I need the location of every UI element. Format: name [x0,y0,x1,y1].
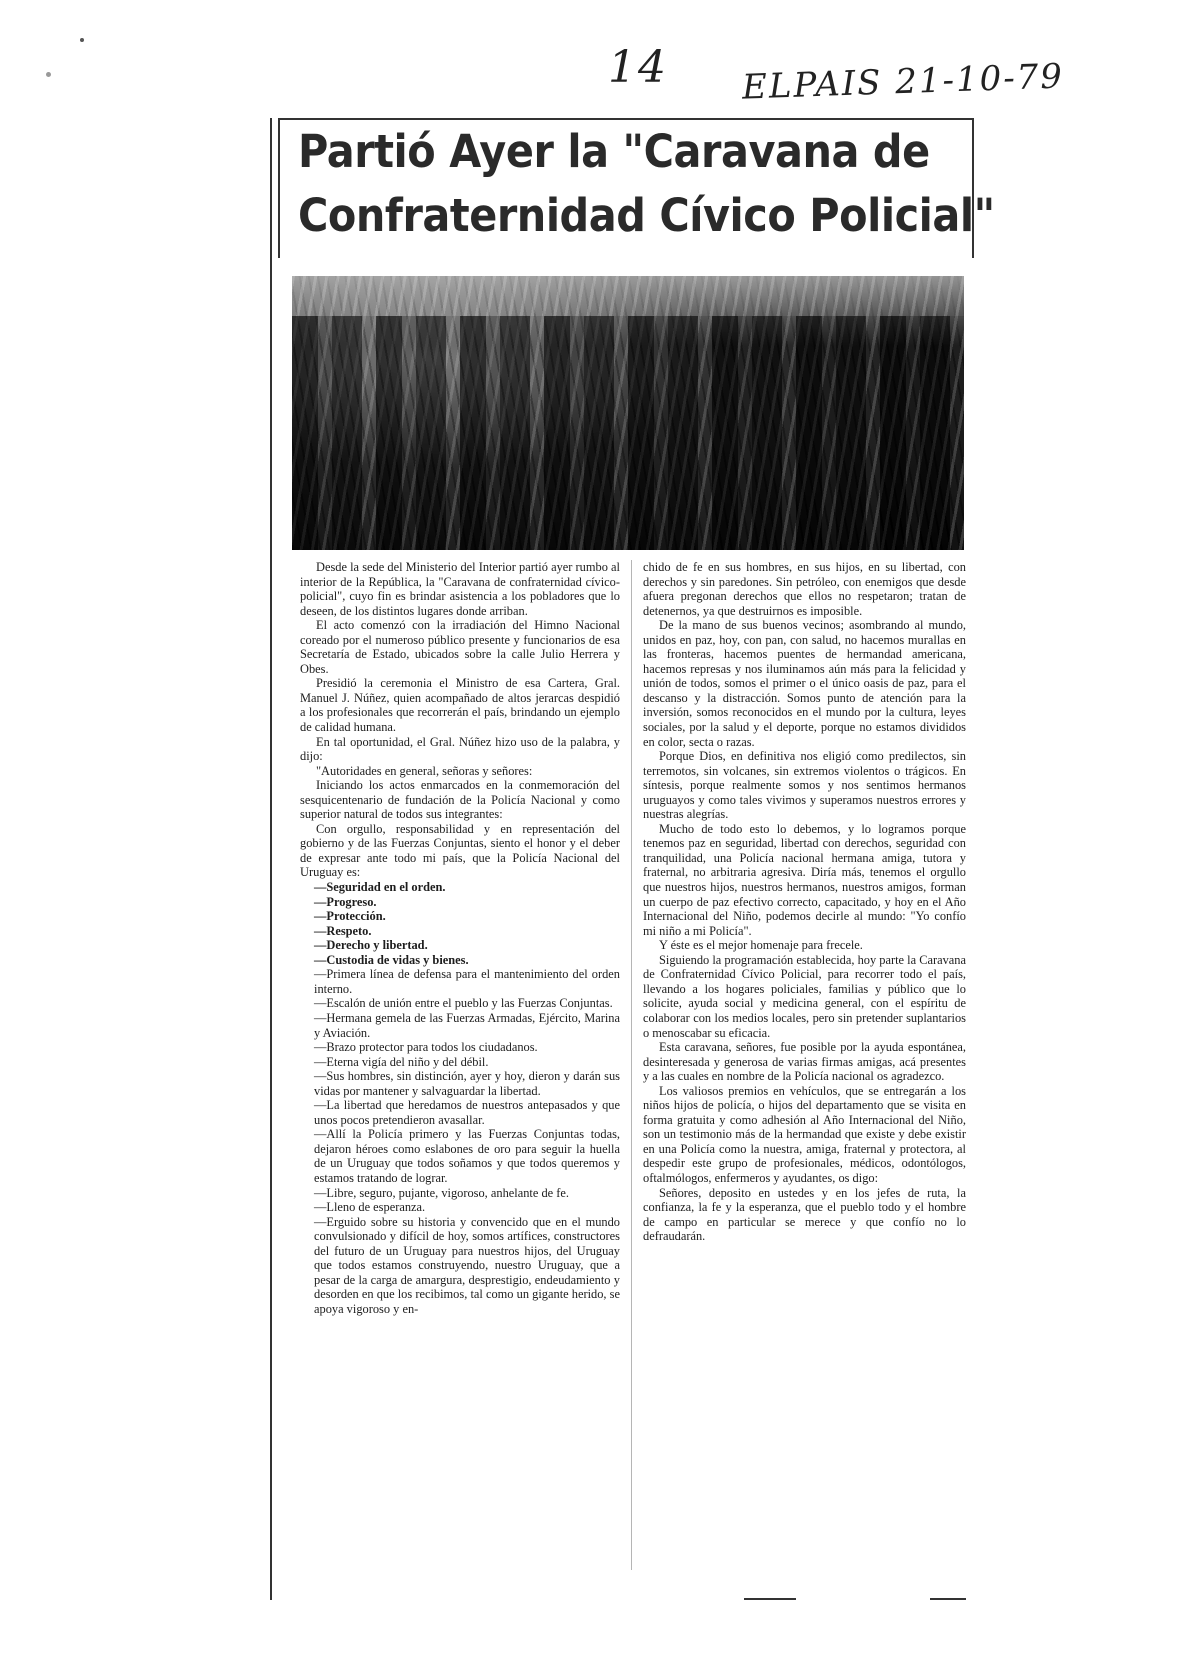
left-paragraph: Desde la sede del Ministerio del Interior partió ayer rumbo al interior de la República, la "Caravana de confraternidad cívico-policial", cuyo fin es brindar asistencia a los pobladores que lo deseen, de los distintos lugares donde arriban. [300,560,620,618]
list-item: —Progreso. [314,894,377,909]
right-paragraph: Esta caravana, señores, fue posible por la ayuda espontánea, desinteresada y generosa de varias firmas amigas, acá presentes y a las cuales en nombre de la Policía nacional os agradezco. [643,1040,966,1084]
right-paragraph: chido de fe en sus hombres, en sus hijos, en su libertad, con derechos y sin paredones. Sin petróleo, con enemigos que desde afuera pregonan derechos que ellos no respetaron; tratan de detenernos, ya que destruirnos es imposible. [643,560,966,618]
list-item: —Eterna vigía del niño y del débil. [314,1054,489,1069]
list-item: —Hermana gemela de las Fuerzas Armadas, Ejército, Marina y Aviación. [314,1010,620,1040]
left-paragraph: Iniciando los actos enmarcados en la conmemoración del sesquicentenario de fundación de la Policía Nacional y como superior natural de todos sus integrantes: [300,778,620,822]
scan-speck [46,72,51,77]
photo-figures [292,316,964,550]
right-paragraph: Y éste es el mejor homenaje para frecele. [659,938,863,953]
right-paragraph: Señores, deposito en ustedes y en los jefes de ruta, la confianza, la fe y la esperanza, que el pueblo todo y el hombre de campo en particular se merece y que confío no lo defraudarán. [643,1185,966,1244]
source-date-annotation: ELPAIS 21-10-79 [741,56,1065,108]
footer-rule [744,1598,796,1600]
list-item: —Derecho y libertad. [314,938,428,953]
list-item: —Seguridad en el orden. [314,880,446,895]
footer-rule [930,1598,966,1600]
right-paragraph: De la mano de sus buenos vecinos; asombrando al mundo, unidos en paz, hoy, con pan, con salud, no hacemos murallas en las fronteras, hacemos puentes de hermandad americana, hacemos represas y nos iluminamos aún más para la felicidad y unión de todos, somos el primer o el único oasis de paz, para el descanso y la distracción. Somos punto de atención para la inversión, somos reconocidos en el mundo por la cultura, leyes sociales, por la salud y el deporte, porque no estamos divididos en color, secta o razas. [643,618,966,749]
article-headline [298,120,995,248]
left-paragraph: Presidió la ceremonia el Ministro de esa Cartera, Gral. Manuel J. Núñez, quien acompañado de altos jerarcas despidió a los profesionales que recorrerán el país, brindando un ejemplo de calidad humana. [300,676,620,735]
page-number-annotation: 14 [608,42,668,93]
list-item: —Libre, seguro, pujante, vigoroso, anhelante de fe. [314,1185,569,1200]
article-column-right [643,560,966,1244]
right-paragraph: Mucho de todo esto lo debemos, y lo logramos porque tenemos paz en seguridad, libertad con derechos, seguridad con tranquilidad, una Policía nacional hermana amiga, tutora y fraternal, no arbitraria agresiva. Diría más, tenemos el orgullo que nuestros hijos, nuestros hermanos, nuestros amigos, forman un cuerpo de paz efectivo correcto, capacitado, y hoy en el Año Internacional del Niño, podemos decirle al mundo: "Yo confío mi niño a mi Policía". [643,821,966,938]
right-paragraph: Porque Dios, en definitiva nos eligió como predilectos, sin terremotos, sin volcanes, sin extremos violentos o trágicos. En síntesis, porque realmente somos y nos sentimos hermanos uruguayos y como tales vivimos y superamos nuestros errores y nuestras alegrías. [643,749,966,822]
column-divider [631,560,632,1570]
left-paragraph: "Autoridades en general, señoras y señores: [316,763,533,778]
list-item: —Protección. [314,909,386,924]
right-paragraph: Los valiosos premios en vehículos, que se entregarán a los niños hijos de policía, o hijos del departamento que se visita en forma gratuita y como adhesión al Año Internacional del Niño, son un testimonio más de la hermandad que existe y debe existir en una Policía como la nuestra, amiga, fraternal y protectora, al despedir este grupo de profesionales, médicos, odontólogos, oftalmólogos, enfermeros y ayudantes, os digo: [643,1083,966,1185]
list-item: —Allí la Policía primero y las Fuerzas Conjuntas todas, dejaron héroes como eslabones de oro para seguir la huella de un Uruguay que todos soñamos y que todos queremos y estamos tratando de lograr. [314,1127,620,1185]
headline-line-1: Partió Ayer la "Caravana de [298,125,930,178]
list-item: —La libertad que heredamos de nuestros antepasados y que unos pocos pretendieron avasallar. [314,1098,620,1127]
news-photo [292,276,964,550]
list-item: —Primera línea de defensa para el mantenimiento del orden interno. [314,967,620,996]
list-item: —Erguido sobre su historia y convencido que en el mundo convulsionado y difícil de hoy, somos artífices, constructores del futuro de un Uruguay para nuestros hijos, del Uruguay que todos estamos construyendo, nuestro Uruguay, que a pesar de la carga de amargura, desprestigio, endeudamiento y desorden en que los recibimos, tal como un gigante herido, se apoya vigoroso y en- [314,1214,620,1316]
list-item: —Escalón de unión entre el pueblo y las Fuerzas Conjuntas. [314,996,613,1011]
article-column-left [300,560,620,1316]
scan-speck [80,38,84,42]
list-item: —Custodia de vidas y bienes. [314,952,469,967]
list-item: —Lleno de esperanza. [314,1200,426,1215]
list-item: —Brazo protector para todos los ciudadanos. [314,1040,538,1055]
list-item: —Sus hombres, sin distinción, ayer y hoy, dieron y darán sus vidas por mantener y salvaguardar la libertad. [314,1069,620,1098]
left-paragraph: Con orgullo, responsabilidad y en representación del gobierno y de las Fuerzas Conjuntas, siento el honor y el deber de expresar ante todo mi país, que la Policía Nacional del Uruguay es: [300,821,620,880]
list-item: —Respeto. [314,923,372,938]
left-paragraph: En tal oportunidad, el Gral. Núñez hizo uso de la palabra, y dijo: [300,734,620,764]
right-paragraph: Siguiendo la programación establecida, hoy parte la Caravana de Confraternidad Cívico Policial, para recorrer todo el país, llevando a los hogares policiales, familias y público que lo solicite, ayuda social y medicina general, con el espíritu de colaborar con los medios locales, pero sin pretender suplantarios o menoscabar su eficacia. [643,952,966,1040]
left-paragraph: El acto comenzó con la irradiación del Himno Nacional coreado por el numeroso público presente y funcionarios de esa Secretaría de Estado, ubicados sobre la calle Julio Herrera y Obes. [300,618,620,676]
headline-line-2: Confraternidad Cívico Policial" [298,189,995,242]
